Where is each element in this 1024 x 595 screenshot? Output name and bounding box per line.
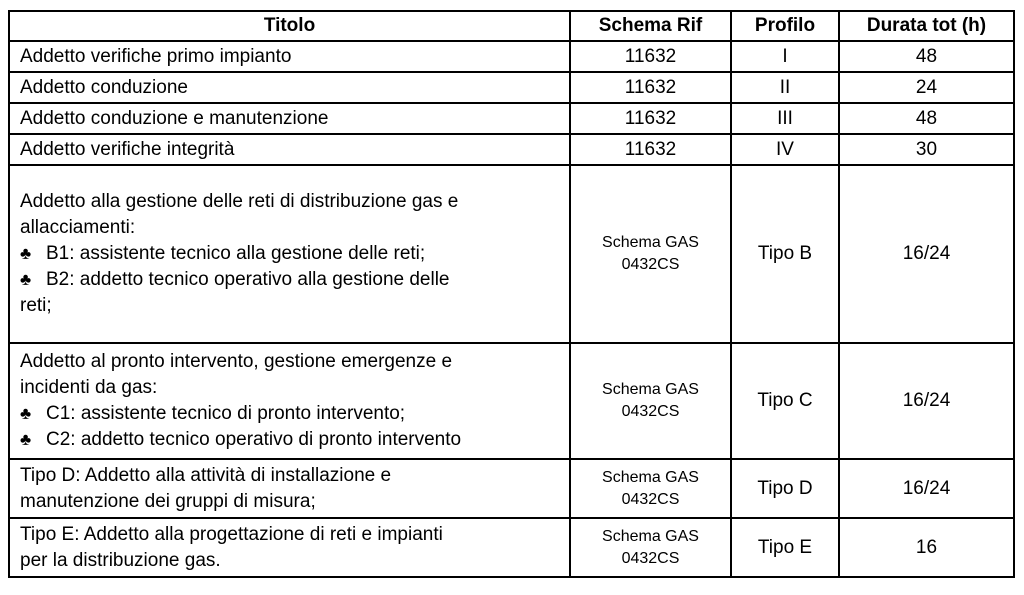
table-row [9,343,1014,459]
titolo-line: Addetto alla gestione delle reti di distribuzione gas e [20,191,459,212]
cell-schema [570,343,731,459]
cell-durata: 48 [839,103,1014,134]
schema-line: 0432CS [621,403,680,420]
table-row [9,134,1014,165]
cell-durata: 24 [839,72,1014,103]
table-row [9,41,1014,72]
bullet-item [20,427,569,453]
header-titolo: Titolo [9,11,570,41]
courses-table [8,10,1015,578]
titolo-line: allacciamenti: [20,217,136,238]
cell-durata: 30 [839,134,1014,165]
cell-durata: 48 [839,41,1014,72]
cell-schema [570,518,731,577]
cell-profilo: Tipo C [731,343,839,459]
table-row [9,518,1014,577]
table-row [9,165,1014,343]
cell-titolo [9,165,570,343]
cell-profilo: II [731,72,839,103]
header-profilo: Profilo [731,11,839,41]
cell-schema [570,459,731,518]
titolo-line: per la distribuzione gas. [20,549,221,571]
cell-schema: 11632 [570,103,731,134]
titolo-line: reti; [20,295,52,316]
cell-profilo: Tipo E [731,518,839,577]
cell-profilo: IV [731,134,839,165]
cell-schema: 11632 [570,41,731,72]
cell-schema: 11632 [570,134,731,165]
cell-titolo: Addetto conduzione e manutenzione [9,103,570,134]
cell-profilo: Tipo B [731,165,839,343]
schema-line: 0432CS [621,256,680,273]
cell-durata: 16 [839,518,1014,577]
cell-titolo [9,343,570,459]
table-row [9,459,1014,518]
titolo-line: incidenti da gas: [20,377,158,398]
bullet-item [20,241,569,267]
schema-line: Schema GAS [602,527,699,545]
titolo-line: Tipo E: Addetto alla progettazione di reti e impianti [20,523,443,545]
cell-durata: 16/24 [839,459,1014,518]
bullet-text: C1: assistente tecnico di pronto intervento; [46,403,406,424]
bullet-text: C2: addetto tecnico operativo di pronto intervento [46,429,462,450]
schema-line: Schema GAS [602,468,699,486]
club-bullet-icon: ♣ [20,244,32,263]
cell-durata: 16/24 [839,165,1014,343]
bullet-text: B1: assistente tecnico alla gestione delle reti; [46,243,426,264]
header-durata: Durata tot (h) [839,11,1014,41]
cell-titolo: Addetto verifiche primo impianto [9,41,570,72]
header-schema-rif: Schema Rif [570,11,731,41]
schema-line: Schema GAS [602,234,699,251]
cell-schema: 11632 [570,72,731,103]
club-bullet-icon: ♣ [20,404,32,423]
schema-line: 0432CS [621,549,680,567]
cell-profilo: I [731,41,839,72]
bullet-item [20,267,569,293]
club-bullet-icon: ♣ [20,270,32,289]
table-row [9,72,1014,103]
titolo-line: manutenzione dei gruppi di misura; [20,490,316,512]
cell-titolo: Addetto verifiche integrità [9,134,570,165]
cell-titolo: Addetto conduzione [9,72,570,103]
bullet-item [20,401,569,427]
bullet-text: B2: addetto tecnico operativo alla gestione delle [46,269,450,290]
club-bullet-icon: ♣ [20,430,32,449]
cell-titolo [9,459,570,518]
cell-profilo: III [731,103,839,134]
titolo-line: Addetto al pronto intervento, gestione emergenze e [20,351,453,372]
schema-line: 0432CS [621,490,680,508]
titolo-line: Tipo D: Addetto alla attività di installazione e [20,464,392,486]
table-row [9,103,1014,134]
cell-schema [570,165,731,343]
header-row [9,11,1014,41]
cell-profilo: Tipo D [731,459,839,518]
cell-titolo [9,518,570,577]
cell-durata: 16/24 [839,343,1014,459]
schema-line: Schema GAS [602,381,699,398]
